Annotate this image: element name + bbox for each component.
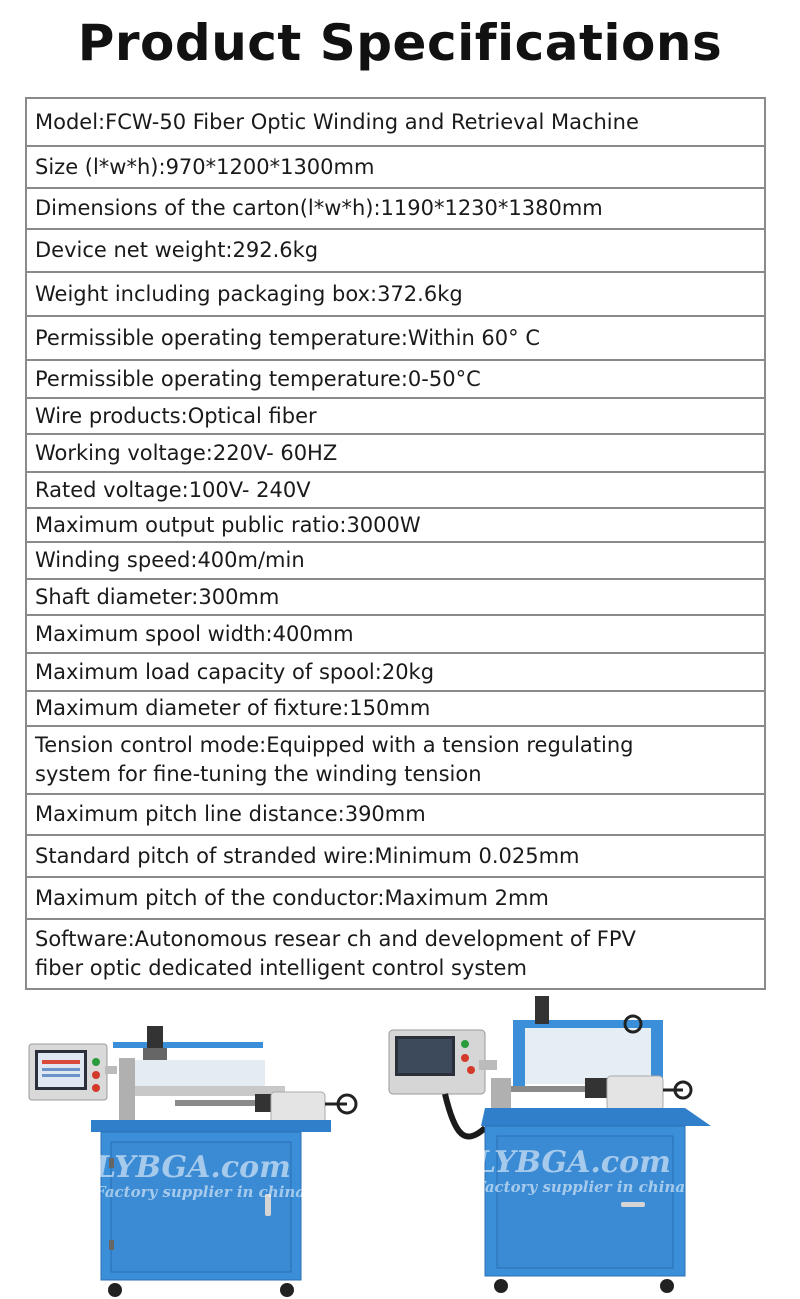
- spec-row-max-spool-load: Maximum load capacity of spool:20kg: [27, 654, 764, 692]
- spec-row-max-fixture-diameter: Maximum diameter of fixture:150mm: [27, 692, 764, 727]
- product-photos: [0, 990, 800, 1299]
- spec-row-operating-temperature-range: Permissible operating temperature:0-50°C: [27, 361, 764, 399]
- spec-row-max-conductor-pitch: Maximum pitch of the conductor:Maximum 2mm: [27, 878, 764, 920]
- spec-row-winding-speed: Winding speed:400m/min: [27, 543, 764, 580]
- spec-row-wire-products: Wire products:Optical fiber: [27, 399, 764, 435]
- machine-photo-angled: [385, 996, 715, 1296]
- spec-row-size: Size (l*w*h):970*1200*1300mm: [27, 147, 764, 189]
- spec-row-max-spool-width: Maximum spool width:400mm: [27, 616, 764, 654]
- spec-row-operating-temperature-max: Permissible operating temperature:Within 60° C: [27, 317, 764, 361]
- spec-row-net-weight: Device net weight:292.6kg: [27, 230, 764, 273]
- spec-row-standard-pitch: Standard pitch of stranded wire:Minimum 0.025mm: [27, 836, 764, 878]
- spec-row-working-voltage: Working voltage:220V- 60HZ: [27, 435, 764, 473]
- spec-row-rated-voltage: Rated voltage:100V- 240V: [27, 473, 764, 509]
- spec-row-tension-control: Tension control mode:Equipped with a tension regulating system for fine-tuning the winding tension: [27, 727, 764, 795]
- page-title: Product Specifications: [77, 14, 723, 72]
- spec-row-carton-dimensions: Dimensions of the carton(l*w*h):1190*1230*1380mm: [27, 189, 764, 230]
- spec-row-software: Software:Autonomous resear ch and development of FPV fiber optic dedicated intelligent control system: [35, 927, 636, 980]
- spec-row-shaft-diameter: Shaft diameter:300mm: [27, 580, 764, 616]
- watermark-right: LYBGA.com Factory supplier in china: [475, 1145, 686, 1196]
- specifications-table: [25, 97, 766, 990]
- spec-row-max-output: Maximum output public ratio:3000W: [27, 509, 764, 543]
- spec-row-max-pitch-line-distance: Maximum pitch line distance:390mm: [27, 795, 764, 836]
- spec-row-model: Model:FCW-50 Fiber Optic Winding and Retrieval Machine: [27, 99, 764, 147]
- spec-row-gross-weight: Weight including packaging box:372.6kg: [27, 273, 764, 317]
- watermark-left: LYBGA.com Factory supplier in china: [95, 1150, 306, 1201]
- machine-photo-front: [25, 1008, 365, 1298]
